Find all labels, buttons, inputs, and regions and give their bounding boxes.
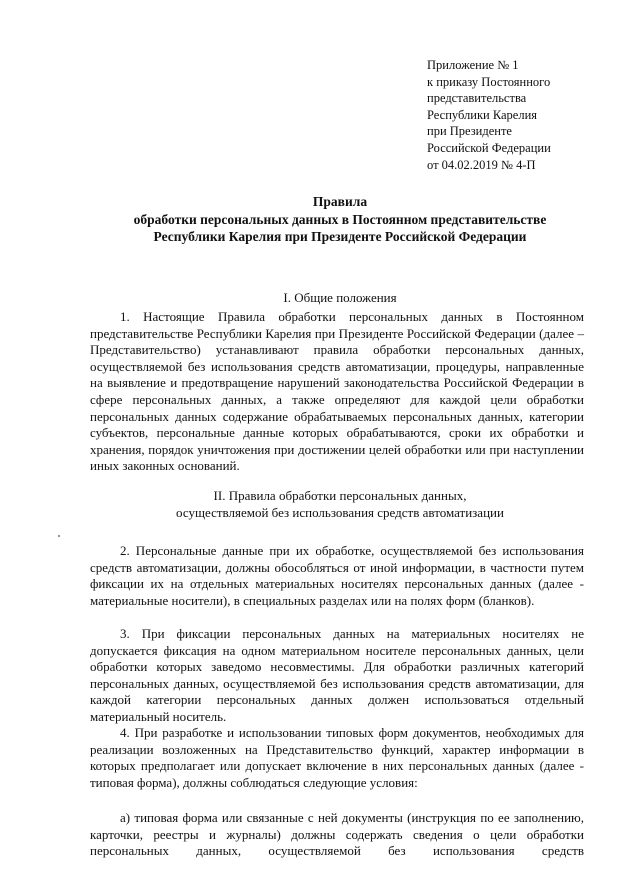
annex-line: Российской Федерации — [427, 140, 551, 155]
paragraph-4: 4. При разработке и использовании типовых форм документов, необходимых для реализации возложенных на Представительство функций, характер информации в которых предполагает или допускает включение в них персональных данных (далее - типовая форма), должны соблюдаться следующие условия: — [90, 725, 584, 790]
annex-line: при Президенте — [427, 124, 512, 139]
section-2-heading — [60, 487, 620, 521]
section-2-heading-line: осуществляемой без использования средств автоматизации — [176, 505, 504, 520]
paragraph-4a: а) типовая форма или связанные с ней документы (инструкция по ее заполнению, карточки, реестры и журналы) должны содержать сведения о цели обработки персональных данных, осуществляемой без использования средств — [90, 810, 584, 859]
annex-line: от 04.02.2019 № 4-П — [427, 157, 536, 172]
title-line: Правила — [312, 194, 368, 209]
paragraph-3: 3. При фиксации персональных данных на материальных носителях не допускается фиксация на одном материальном носителе персональных данных, цели обработки которых заведомо несовместимы. Для обработки различных категорий персональных данных, осуществляемой без использования средств автоматизации, для каждой категории персональных данных должен использоваться отдельный материальный носитель. — [90, 626, 584, 724]
annex-line: Республики Карелия — [427, 107, 538, 122]
annex-line: к приказу Постоянного — [427, 74, 551, 89]
annex-block — [427, 57, 607, 173]
title-line: Республики Карелия при Президенте Российской Федерации — [153, 229, 527, 244]
title-line: обработки персональных данных в Постоянном представительстве — [133, 211, 547, 227]
section-1-heading-text: I. Общие положения — [283, 290, 397, 305]
section-2-heading-line: II. Правила обработки персональных данных, — [213, 488, 467, 503]
paragraph-1: 1. Настоящие Правила обработки персональных данных в Постоянном представительстве Республики Карелия при Президенте Российской Федерации (далее – Представительство) устанавливают правила обработки персональных данных, осуществляемой без использования средств автоматизации, процедуры, направленные на выявление и предотвращение нарушений законодательства Российской Федерации в сфере персональных данных, а также определяют для каждой цели обработки персональных данных содержание обрабатываемых персональных данных, категории субъектов, персональные данные которых обрабатываются, сроки их обработки и хранения, порядок уничтожения при достижении целей обработки или при наступлении иных законных оснований. — [90, 309, 584, 474]
paragraph-2: 2. Персональные данные при их обработке, осуществляемой без использования средств автоматизации, должны обособляться от иной информации, в частности путем фиксации их на отдельных материальных носителях персональных данных (далее - материальные носители), в специальных разделах или на полях форм (бланков). — [90, 543, 584, 608]
document-title — [60, 193, 620, 246]
scan-speck — [58, 535, 60, 537]
section-1-heading — [60, 289, 620, 306]
annex-line: Приложение № 1 — [427, 58, 519, 72]
annex-line: представительства — [427, 91, 527, 106]
